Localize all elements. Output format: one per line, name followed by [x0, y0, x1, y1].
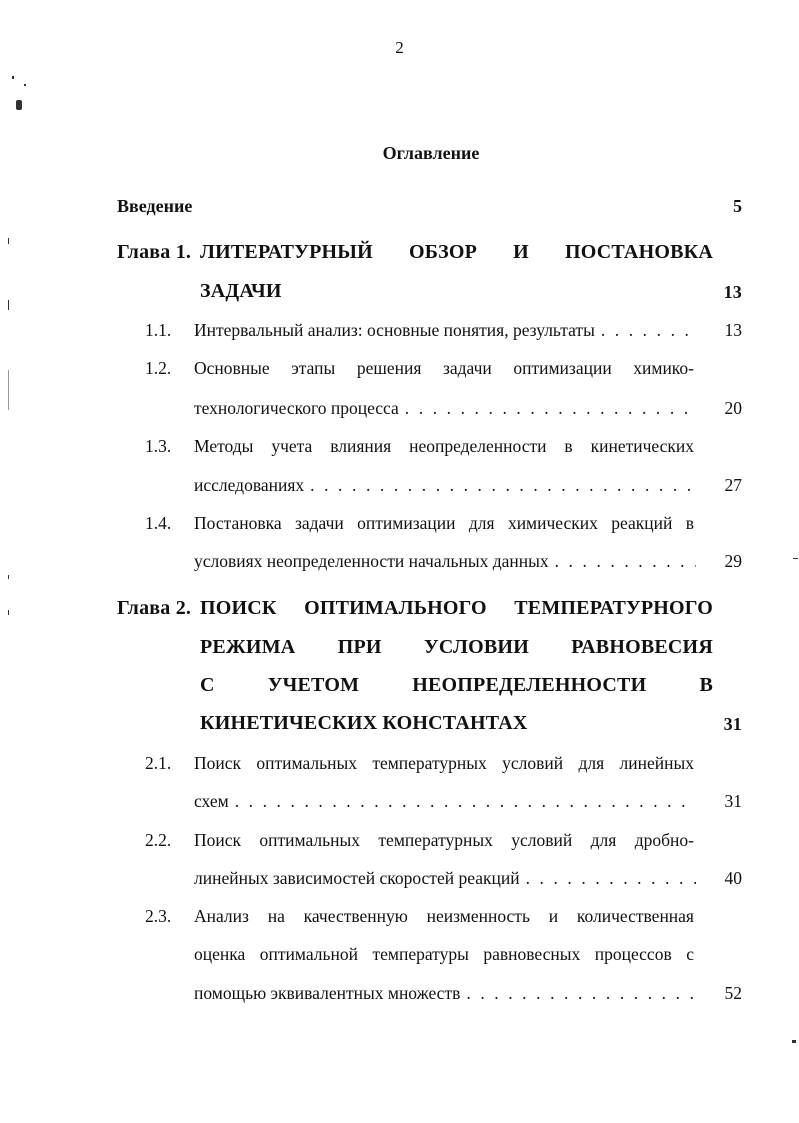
scan-artifact	[16, 100, 22, 110]
chapter-2-word: РЕЖИМА	[200, 636, 296, 658]
chapter-1-title-line2: ЗАДАЧИ	[200, 280, 282, 302]
chapter-2-word: ТЕМПЕРАТУРНОГО	[514, 597, 713, 619]
chapter-1-word: И	[513, 241, 529, 263]
leader-dots	[405, 398, 696, 419]
section-title: Основные этапы решения задачи оптимизации химико-	[194, 358, 694, 378]
chapter-2-word: ПРИ	[337, 636, 382, 658]
leader-dots	[466, 983, 696, 1004]
section-number: 1.2.	[145, 358, 172, 378]
section-title: Поиск оптимальных температурных условий для дробно-	[194, 830, 694, 850]
chapter-1-word: ПОСТАНОВКА	[564, 241, 713, 263]
scan-artifact	[12, 76, 14, 79]
section-title-cont: линейных зависимостей скоростей реакций	[194, 868, 520, 888]
section-1-2-line2	[194, 398, 700, 419]
section-number: 1.1.	[145, 320, 172, 340]
chapter-2-label: Глава 2.	[117, 597, 192, 619]
section-title: Анализ на качественную неизменность и количественная	[194, 906, 694, 926]
chapter-2-word: УСЛОВИИ	[424, 636, 529, 658]
section-page: 13	[724, 320, 742, 340]
chapter-1-title-line1	[200, 241, 713, 264]
section-title: Поиск оптимальных температурных условий для линейных	[194, 753, 694, 773]
scan-artifact	[793, 558, 798, 559]
chapter-2-title-line3	[200, 674, 713, 697]
section-page: 52	[724, 983, 742, 1003]
chapter-1-label: Глава 1.	[117, 241, 192, 263]
section-title-cont: условиях неопределенности начальных данных	[194, 551, 549, 571]
scan-artifact	[8, 575, 9, 579]
section-title-cont: исследованиях	[194, 475, 305, 495]
toc-intro-page: 5	[733, 196, 742, 216]
section-2-2-line2	[194, 868, 700, 889]
toc-intro-label: Введение	[117, 196, 193, 216]
chapter-2-word: С	[200, 674, 215, 696]
chapter-2-page: 31	[723, 714, 742, 734]
toc-title: Оглавление	[382, 143, 480, 163]
chapter-2-word: УЧЕТОМ	[267, 674, 360, 696]
section-title-cont: схем	[194, 791, 229, 811]
section-number: 2.1.	[145, 753, 172, 773]
section-title-cont: технологического процесса	[194, 398, 399, 418]
section-title: Интервальный анализ: основные понятия, результаты	[194, 320, 595, 340]
section-page: 40	[724, 868, 742, 888]
scan-artifact	[792, 1040, 796, 1043]
scan-artifact	[8, 610, 9, 615]
section-1-1-line	[194, 320, 700, 341]
leader-dots	[310, 475, 696, 496]
section-title-cont: оценка оптимальной температуры равновесных процессов с	[194, 944, 694, 964]
section-page: 20	[724, 398, 742, 418]
leader-dots	[526, 868, 696, 889]
leader-dots	[555, 551, 696, 572]
section-1-4-line2	[194, 551, 700, 572]
section-number: 1.4.	[145, 513, 172, 533]
chapter-2-word: РАВНОВЕСИЯ	[571, 636, 713, 658]
scan-artifact	[8, 238, 9, 244]
chapter-2-word: ОПТИМАЛЬНОГО	[304, 597, 487, 619]
leader-dots	[235, 791, 696, 812]
section-number: 2.2.	[145, 830, 172, 850]
section-number: 2.3.	[145, 906, 172, 926]
scan-artifact	[8, 370, 9, 410]
scan-artifact	[8, 300, 9, 310]
chapter-1-word: ЛИТЕРАТУРНЫЙ	[200, 241, 373, 263]
leader-dots	[601, 320, 696, 341]
chapter-2-title-line4: КИНЕТИЧЕСКИХ КОНСТАНТАХ	[200, 712, 528, 734]
section-page: 31	[724, 791, 742, 811]
section-2-3-line3	[194, 983, 700, 1004]
page-number: 2	[395, 38, 404, 57]
chapter-2-word: В	[699, 674, 713, 696]
section-1-3-line2	[194, 475, 700, 496]
section-title-cont: помощью эквивалентных множеств	[194, 983, 461, 1003]
section-number: 1.3.	[145, 436, 172, 456]
chapter-2-title-line1	[200, 597, 713, 620]
chapter-2-word: НЕОПРЕДЕЛЕННОСТИ	[412, 674, 647, 696]
chapter-1-page: 13	[723, 282, 742, 302]
scan-artifact	[24, 84, 26, 86]
section-page: 27	[724, 475, 742, 495]
chapter-2-title-line2	[200, 636, 713, 659]
section-title: Методы учета влияния неопределенности в кинетических	[194, 436, 694, 456]
chapter-2-word: ПОИСК	[200, 597, 277, 619]
section-2-1-line2	[194, 791, 700, 812]
chapter-1-word: ОБЗОР	[408, 241, 478, 263]
section-title: Постановка задачи оптимизации для химических реакций в	[194, 513, 694, 533]
section-page: 29	[724, 551, 742, 571]
